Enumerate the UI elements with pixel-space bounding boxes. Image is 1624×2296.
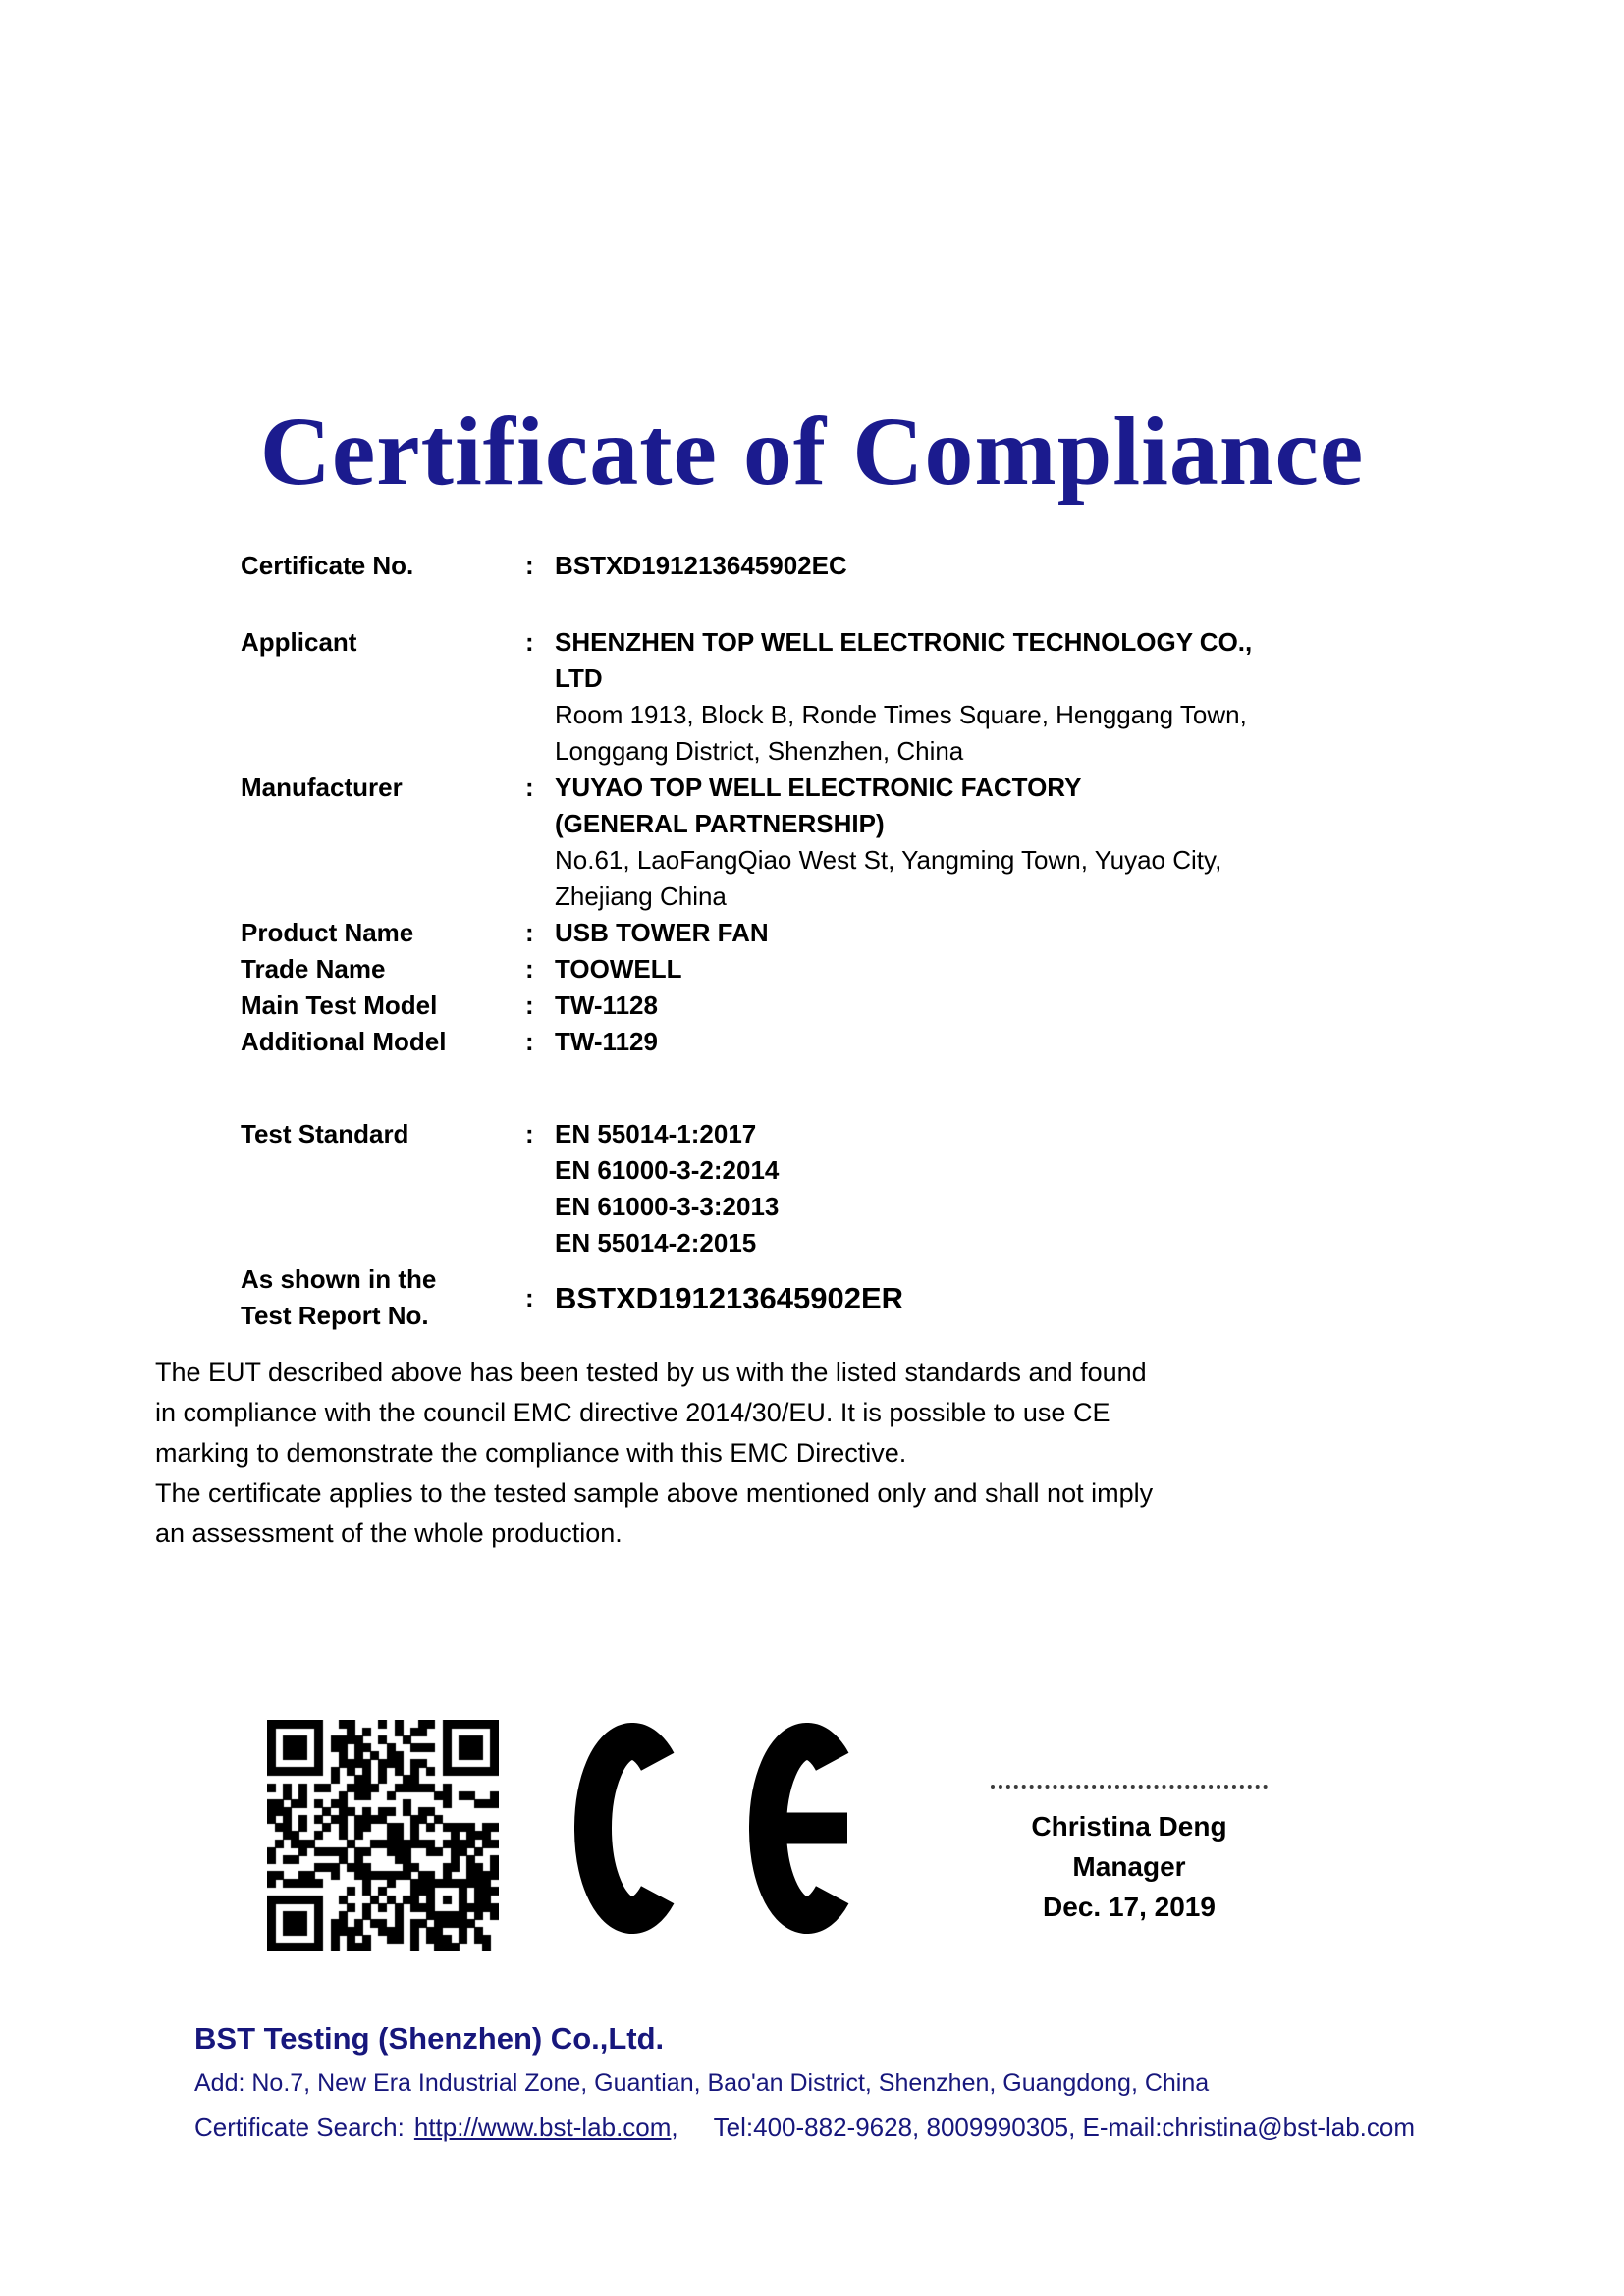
main-test-model: TW-1128	[555, 990, 658, 1020]
field-colon: :	[525, 1027, 534, 1056]
field-label: Main Test Model	[241, 990, 438, 1020]
field-colon: :	[525, 551, 534, 580]
field-label: As shown in the Test Report No.	[241, 1264, 437, 1330]
field-label: Manufacturer	[241, 773, 403, 802]
manufacturer-value: YUYAO TOP WELL ELECTRONIC FACTORY (GENERAL PARTNERSHIP) No.61, LaoFangQiao West St, Yangming Town, Yuyao City, Zhejiang China	[555, 773, 1222, 911]
test-report-number: BSTXD191213645902ER	[555, 1280, 904, 1315]
qr-code	[267, 1720, 499, 1951]
field-row-applicant	[241, 624, 1419, 770]
signer-role: Manager	[1072, 1851, 1186, 1882]
certificate-search-line: Certificate Search: http://www.bst-lab.com, Tel:400-882-9628, 8009990305, E-mail:christina@bst-lab.com	[194, 2112, 1416, 2142]
lab-footer	[194, 2020, 1500, 2144]
signature-date: Dec. 17, 2019	[1043, 1892, 1216, 1922]
field-colon: :	[525, 1119, 534, 1148]
field-row-test-report-no	[241, 1261, 1419, 1334]
lab-contact-info: Tel:400-882-9628, 8009990305, E-mail:christina@bst-lab.com	[713, 2112, 1416, 2142]
field-label: Applicant	[241, 627, 357, 657]
field-label: Trade Name	[241, 954, 386, 984]
field-colon: :	[525, 990, 534, 1020]
field-label: Product Name	[241, 918, 414, 947]
field-label: Test Standard	[241, 1119, 409, 1148]
field-row-trade-name	[241, 951, 1419, 988]
lab-company-name: BST Testing (Shenzhen) Co.,Ltd.	[194, 2021, 665, 2056]
certificate-number: BSTXD191213645902EC	[555, 551, 847, 580]
field-colon: :	[525, 954, 534, 984]
signature-dotted-line	[991, 1785, 1268, 1789]
field-row-additional-model	[241, 1024, 1419, 1060]
signature-block	[938, 1785, 1321, 1927]
field-colon: :	[525, 773, 534, 802]
certificate-search-label: Certificate Search:	[194, 2112, 405, 2142]
product-name: USB TOWER FAN	[555, 918, 769, 947]
field-label: Additional Model	[241, 1027, 447, 1056]
additional-model: TW-1129	[555, 1027, 658, 1056]
field-row-manufacturer	[241, 770, 1419, 915]
signer-name: Christina Deng	[1031, 1811, 1227, 1842]
declaration-paragraph: The EUT described above has been tested by us with the listed standards and found in compliance with the council EMC directive 2014/30/EU. It is possible to use CE marking to demonstrate the compliance with this EMC Directive. The certificate applies to the tested sample above mentioned only and shall not imply an assessment of the whole production.	[155, 1358, 1154, 1548]
applicant-value: SHENZHEN TOP WELL ELECTRONIC TECHNOLOGY CO., LTD Room 1913, Block B, Ronde Times Square, Henggang Town, Longgang District, Shenzhen, China	[555, 627, 1253, 766]
field-row-product-name	[241, 915, 1419, 951]
field-label: Certificate No.	[241, 551, 414, 580]
ce-letter-c-icon	[574, 1723, 690, 1934]
test-standard-list: EN 55014-1:2017 EN 61000-3-2:2014 EN 61000-3-3:2013 EN 55014-2:2015	[555, 1119, 780, 1257]
certificate-fields	[241, 548, 1419, 1334]
field-row-certificate-no	[241, 548, 1419, 584]
lab-address: Add: No.7, New Era Industrial Zone, Guantian, Bao'an District, Shenzhen, Guangdong, China	[194, 2069, 1210, 2097]
trade-name: TOOWELL	[555, 954, 682, 984]
certificate-search-link[interactable]: http://www.bst-lab.com	[413, 2112, 672, 2142]
field-row-main-test-model	[241, 988, 1419, 1024]
field-row-test-standard	[241, 1116, 1419, 1261]
ce-mark-icon	[574, 1723, 869, 1934]
page-title: Certificate of Compliance	[259, 397, 1365, 506]
ce-letter-e-icon	[749, 1723, 867, 1934]
field-colon: :	[525, 918, 534, 947]
field-colon: :	[525, 1282, 534, 1312]
field-colon: :	[525, 627, 534, 657]
